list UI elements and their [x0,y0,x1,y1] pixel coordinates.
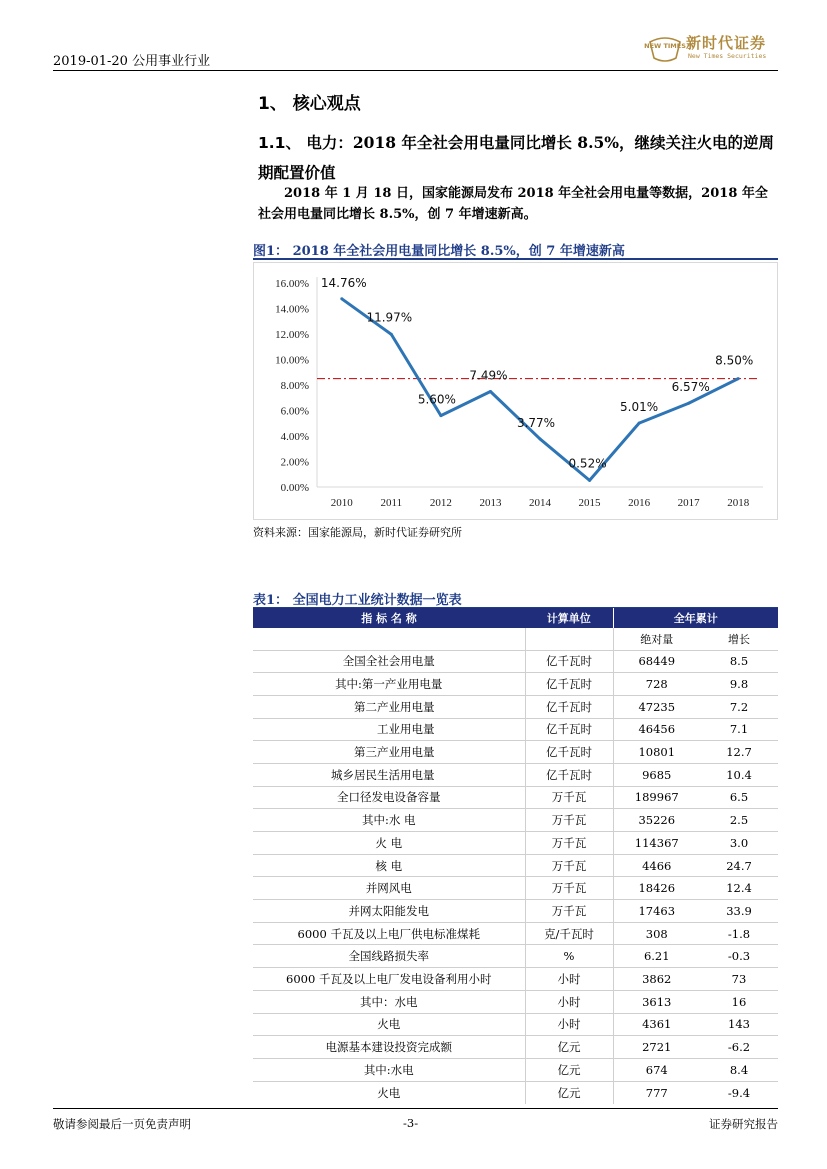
x-tick-label: 2011 [380,497,403,509]
data-label: 11.97% [366,310,413,325]
row-name-cell: 第三产业用电量 [253,741,525,764]
page-footer [53,1108,778,1131]
data-point [638,422,641,425]
row-absolute-cell: 35226 [613,809,700,832]
row-growth-cell: 8.5 [700,650,778,673]
table-row [253,1013,778,1036]
data-label: 6.57% [671,380,710,395]
row-growth-cell: 33.9 [700,900,778,923]
intro-paragraph: 2018 年 1 月 18 日，国家能源局发布 2018 年全社会用电量等数据，2018 年全社会用电量同比增长 8.5%，创 7 年增速新高。 [258,186,768,222]
section-heading: 1、 核心观点 [258,94,361,114]
page-number: -3- [403,1116,419,1130]
footer-disclaimer: 敬请参阅最后一页免责声明 [53,1117,191,1131]
figure-source: 资料来源：国家能源局，新时代证券研究所 [253,526,462,539]
row-growth-cell: 8.4 [700,1058,778,1081]
row-growth-cell: 12.7 [700,741,778,764]
data-label: 7.49% [469,368,508,383]
row-growth-cell: 7.2 [700,695,778,718]
row-growth-cell: -6.2 [700,1036,778,1059]
row-unit-cell: 万千瓦 [525,854,613,877]
row-name-cell: 火 电 [253,832,525,855]
row-name-cell: 第二产业用电量 [253,695,525,718]
row-name-cell: 并网风电 [253,877,525,900]
line-chart [253,262,778,520]
power-statistics-table [253,608,778,1104]
row-unit-cell: 万千瓦 [525,877,613,900]
table-row [253,673,778,696]
row-growth-cell: 16 [700,990,778,1013]
table-row [253,990,778,1013]
row-unit-cell: 万千瓦 [525,786,613,809]
col-header-unit: 计算单位 [525,608,613,628]
data-point [588,479,591,482]
header-date-section: 2019-01-20 公用事业行业 [53,54,211,69]
col-header-absolute: 绝对量 [613,628,700,650]
row-absolute-cell: 10801 [613,741,700,764]
row-absolute-cell: 18426 [613,877,700,900]
data-label: 14.76% [320,275,367,290]
row-growth-cell: 12.4 [700,877,778,900]
row-absolute-cell: 189967 [613,786,700,809]
row-unit-cell: 亿元 [525,1058,613,1081]
data-label: 8.50% [715,353,754,368]
section-subheading [258,128,778,188]
col-header-growth: 增长 [700,628,778,650]
row-growth-cell: 24.7 [700,854,778,877]
chart-canvas [253,262,778,520]
table-row [253,968,778,991]
table-row [253,945,778,968]
y-tick-label: 6.00% [280,405,309,418]
row-absolute-cell: 4361 [613,1013,700,1036]
row-unit-cell: 亿千瓦时 [525,763,613,786]
y-tick-label: 10.00% [275,354,309,367]
y-tick-label: 2.00% [280,456,309,469]
row-growth-cell: 2.5 [700,809,778,832]
data-label: 5.01% [620,400,659,415]
data-point [340,297,343,300]
y-tick-label: 12.00% [275,329,309,341]
row-name-cell: 其中:水 电 [253,809,525,832]
row-absolute-cell: 2721 [613,1036,700,1059]
y-tick-label: 4.00% [280,431,309,443]
x-tick-label: 2018 [727,497,750,509]
subheader-blank-name [253,628,525,650]
row-absolute-cell: 777 [645,1085,668,1100]
row-growth-cell: 6.5 [700,786,778,809]
row-absolute-cell: 3613 [613,990,700,1013]
footer-report-type: 证券研究报告 [709,1117,778,1131]
row-unit-cell: % [525,945,613,968]
table-row [253,900,778,923]
table-row [253,1081,778,1104]
row-absolute-cell: 674 [613,1058,700,1081]
table-row [253,854,778,877]
row-name-cell: 6000 千瓦及以上电厂发电设备利用小时 [253,968,525,991]
row-name-cell: 全口径发电设备容量 [253,786,525,809]
col-header-name: 指 标 名 称 [253,608,525,628]
x-tick-label: 2012 [429,497,452,509]
table-header-row [253,608,778,628]
figure-title: 图1： 2018 年全社会用电量同比增长 8.5%，创 7 年增速新高 [253,244,625,259]
x-tick-label: 2010 [330,497,353,509]
row-name-cell: 其中:水电 [253,1058,525,1081]
row-growth-cell: 7.1 [700,718,778,741]
row-growth-cell: -9.4 [727,1085,751,1100]
row-unit-cell: 万千瓦 [525,900,613,923]
x-tick-label: 2014 [529,497,551,509]
row-name-cell: 城乡居民生活用电量 [253,763,525,786]
row-absolute-cell: 3862 [613,968,700,991]
data-point [489,390,492,393]
row-name-cell: 并网太阳能发电 [253,900,525,923]
table-row [253,1058,778,1081]
logo-badge-text: NEW TIMES [644,42,686,50]
row-unit-cell: 亿千瓦时 [525,741,613,764]
table-row [253,763,778,786]
row-absolute-cell: 308 [613,922,700,945]
x-tick-label: 2013 [479,497,502,509]
row-unit-cell: 亿千瓦时 [525,718,613,741]
row-absolute-cell: 728 [613,673,700,696]
table-body [253,650,778,1104]
footer-divider [53,1108,778,1109]
row-absolute-cell: 6.21 [613,945,700,968]
data-label: 0.52% [568,456,607,471]
table-row [253,809,778,832]
row-growth-cell: 73 [700,968,778,991]
row-unit-cell: 万千瓦 [525,809,613,832]
y-tick-label: 8.00% [280,380,309,392]
table-row [253,1036,778,1059]
row-absolute-cell: 4466 [613,854,700,877]
x-tick-label: 2017 [677,497,700,509]
page-header [53,34,778,74]
table-row [253,741,778,764]
x-tick-label: 2016 [628,497,651,509]
row-unit-cell: 亿千瓦时 [525,650,613,673]
data-label: 5.60% [417,392,456,407]
row-unit-cell: 亿千瓦时 [525,673,613,696]
data-label: 3.77% [516,415,556,430]
figure-title-rule [253,258,778,260]
row-growth-cell: -0.3 [700,945,778,968]
y-tick-label: 16.00% [275,278,309,290]
logo-english-name: New Times Securities [688,52,767,60]
row-unit-cell: 小时 [525,1013,613,1036]
row-absolute-cell: 9685 [613,763,700,786]
row-growth-cell: 3.0 [700,832,778,855]
row-absolute-cell: 68449 [613,650,700,673]
subheading-text: 电力：2018 年全社会用电量同比增长 8.5%，继续关注火电的逆周期配置价值 [258,133,775,182]
row-name-cell: 其中：水电 [253,990,525,1013]
data-point [439,414,442,417]
company-logo [644,32,778,66]
data-point [737,377,740,380]
table-title: 表1： 全国电力工业统计数据一览表 [253,593,462,608]
row-absolute-cell: 47235 [613,695,700,718]
row-growth-cell: -1.8 [700,922,778,945]
row-unit-cell: 亿元 [525,1081,613,1104]
row-unit-cell: 亿元 [525,1036,613,1059]
row-name-cell: 火电 [253,1013,525,1036]
logo-badge-icon [644,34,686,62]
row-name-cell: 全国线路损失率 [253,945,525,968]
y-tick-label: 0.00% [280,482,309,494]
logo-chinese-name: 新时代证券 [686,34,767,52]
table-row [253,718,778,741]
row-absolute-cell: 17463 [613,900,700,923]
row-name-cell: 全国全社会用电量 [253,650,525,673]
row-unit-cell: 万千瓦 [525,832,613,855]
data-point [539,437,542,440]
x-tick-label: 2015 [578,497,601,509]
row-name-cell: 电源基本建设投资完成额 [253,1036,525,1059]
row-absolute-cell: 114367 [613,832,700,855]
y-tick-label: 14.00% [275,303,309,316]
row-growth-cell: 143 [700,1013,778,1036]
table-row [253,922,778,945]
row-unit-cell: 小时 [525,968,613,991]
row-name-cell: 火电 [253,1081,525,1104]
row-growth-cell: 9.8 [700,673,778,696]
header-divider [53,70,778,71]
row-name-cell: 6000 千瓦及以上电厂供电标准煤耗 [253,922,525,945]
table-row [253,650,778,673]
row-name-cell: 其中:第一产业用电量 [253,673,525,696]
data-point [687,402,690,405]
row-unit-cell: 亿千瓦时 [525,695,613,718]
row-name-cell: 工业用电量 [253,718,525,741]
row-unit-cell: 小时 [525,990,613,1013]
col-header-annual-total: 全年累计 [613,608,778,628]
table-row [253,877,778,900]
data-point [390,333,393,336]
subheading-number: 1.1、 [258,134,301,152]
row-unit-cell: 克/千瓦时 [525,922,613,945]
row-absolute-cell: 46456 [613,718,700,741]
table-subheader-row [253,628,778,650]
row-name-cell: 核 电 [253,854,525,877]
table-row [253,832,778,855]
row-growth-cell: 10.4 [700,763,778,786]
subheader-blank-unit [525,628,613,650]
table-row [253,786,778,809]
table-row [253,695,778,718]
